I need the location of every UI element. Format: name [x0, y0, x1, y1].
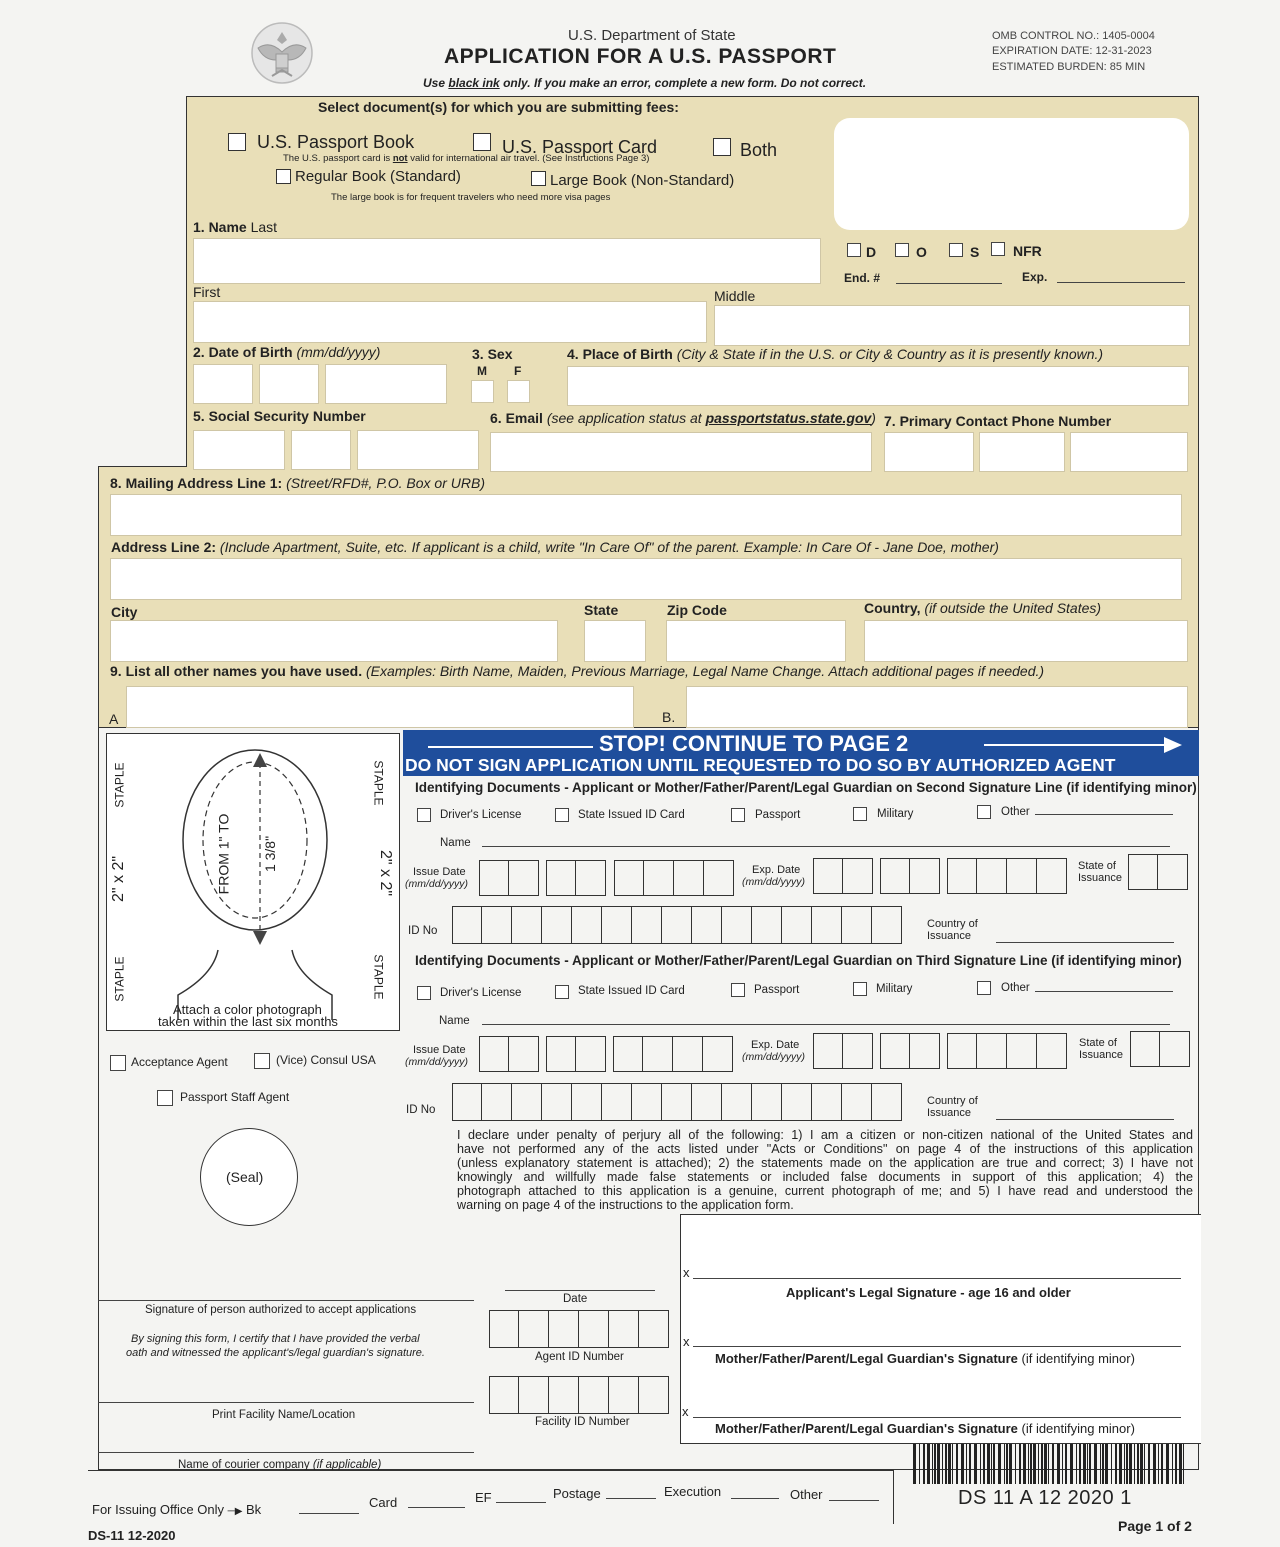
barcode-bar: [1057, 1444, 1060, 1484]
ident2-issue-date-format: (mm/dd/yyyy): [405, 1056, 468, 1068]
phone-prefix-input[interactable]: [979, 432, 1065, 472]
ident2-issue-date-day[interactable]: [546, 1036, 606, 1072]
barcode-bar: [1094, 1444, 1097, 1484]
barcode-bar: [1175, 1444, 1177, 1484]
ident2-passport-checkbox[interactable]: [731, 983, 745, 997]
facility-id-boxes[interactable]: [489, 1376, 669, 1414]
barcode-bar: [1153, 1444, 1156, 1484]
photo-head-outline: [170, 745, 340, 1020]
ident1-name-label: Name: [440, 837, 471, 849]
sex-f-label: F: [514, 364, 522, 378]
eagle-seal-icon: [248, 18, 316, 88]
photo-attach-line1: Attach a color photograph: [173, 1002, 322, 1017]
ident1-stateid-label: State Issued ID Card: [578, 809, 685, 821]
barcode-bar: [923, 1444, 925, 1484]
office-end-label: End. #: [844, 271, 881, 285]
ident2-issuance-label: Issuance: [1079, 1049, 1124, 1061]
acceptance-agent-checkbox[interactable]: [110, 1055, 126, 1071]
facility-id-label: Facility ID Number: [535, 1416, 630, 1428]
agent-id-boxes[interactable]: [489, 1310, 669, 1348]
ident1-military-label: Military: [877, 808, 914, 820]
other-name-a-label: A: [109, 711, 119, 727]
ident1-country-line[interactable]: [996, 942, 1174, 943]
dob-label: 2. Date of Birth (mm/dd/yyyy): [193, 344, 381, 360]
address2-input[interactable]: [110, 558, 1182, 600]
ident1-drivers-checkbox[interactable]: [417, 808, 431, 822]
photo-size-right: 2" x 2": [377, 849, 395, 897]
ident2-stateid-checkbox[interactable]: [555, 985, 569, 999]
ef-line[interactable]: [496, 1502, 546, 1503]
barcode-bar: [1041, 1444, 1043, 1484]
postage-line[interactable]: [606, 1498, 656, 1499]
barcode-bar: [1019, 1444, 1021, 1484]
passport-book-checkbox[interactable]: [228, 133, 246, 151]
ident2-name-label: Name: [439, 1015, 470, 1027]
other-line[interactable]: [829, 1500, 879, 1501]
department-name: U.S. Department of State: [568, 27, 736, 44]
barcode-bar: [1137, 1444, 1139, 1484]
barcode-bar: [998, 1444, 1001, 1484]
barcode-bar: [1006, 1444, 1008, 1484]
other-name-a-input[interactable]: [126, 686, 634, 728]
staple-bottom-right: STAPLE: [371, 954, 386, 1000]
barcode-bar: [945, 1444, 947, 1484]
pob-label: 4. Place of Birth (City & State if in the U.S. or City & Country as it is presently known.): [567, 346, 1104, 362]
barcode-bar: [993, 1444, 995, 1484]
ef-label: EF: [475, 1490, 492, 1505]
email-input[interactable]: [490, 432, 872, 472]
barcode-bar: [1089, 1444, 1091, 1484]
office-nfr-label: NFR: [1013, 243, 1042, 259]
barcode-bar: [937, 1444, 940, 1484]
ident-third-title: Identifying Documents - Applicant or Mother/Father/Parent/Legal Guardian on Third Signature Line (if identifying minor): [415, 953, 1182, 968]
ident1-drivers-label: Driver's License: [440, 809, 522, 821]
barcode-bar: [1009, 1444, 1012, 1484]
sex-label: 3. Sex: [472, 346, 513, 362]
declaration-text: I declare under penalty of perjury all of the following: 1) I am a citizen or non-citizen national of the United States and have not performed any of the acts listed under "Acts or Conditions" on page 4 of the instructions of this application (unless explanatory statement is attached); 2) the statements made on the application are true and correct; 3) I have not knowingly and willfully made false statements or included false documents in support of this application; 4) the photograph attached to this application is a genuine, current photograph of me; and 5) I have read and understood the warning on page 4 of the instructions to the application form.: [457, 1128, 1193, 1212]
address2-label: Address Line 2: (Include Apartment, Suite, etc. If applicant is a child, write "In Care Of" of the parent. Example: In Care Of - Jane Doe, mother): [111, 539, 999, 555]
barcode-bar: [991, 1444, 992, 1484]
ident1-stateid-checkbox[interactable]: [555, 808, 569, 822]
office-exp-label: Exp.: [1022, 270, 1048, 284]
barcode-bar: [1038, 1444, 1039, 1484]
ident1-exp-date-day[interactable]: [880, 858, 940, 894]
state-label: State: [584, 602, 619, 618]
ident1-id-no-label: ID No: [408, 925, 438, 937]
signature-box: [680, 1214, 1201, 1444]
date-label: Date: [563, 1293, 588, 1305]
issuing-office-label: For Issuing Office Only ─▶ Bk: [92, 1502, 262, 1517]
barcode-bar: [1083, 1444, 1086, 1484]
ident2-exp-date-day[interactable]: [880, 1033, 940, 1069]
regular-book-checkbox[interactable]: [276, 169, 291, 184]
state-input[interactable]: [584, 620, 646, 662]
page-number: Page 1 of 2: [1118, 1518, 1192, 1534]
guardian-signature-label-3: Mother/Father/Parent/Legal Guardian's Signature (if identifying minor): [715, 1421, 1135, 1436]
ident2-exp-date-format: (mm/dd/yyyy): [742, 1051, 805, 1063]
office-o-checkbox[interactable]: [895, 243, 909, 257]
ident2-military-checkbox[interactable]: [853, 982, 867, 996]
barcode-bar: [1065, 1444, 1067, 1484]
barcode-bar: [969, 1444, 971, 1484]
dob-day-input[interactable]: [259, 364, 319, 404]
ident2-other-label: Other: [1001, 982, 1030, 994]
barcode-bar: [1161, 1444, 1163, 1484]
photo-attach-line2: taken within the last six months: [158, 1014, 338, 1029]
ident2-military-label: Military: [876, 983, 913, 995]
office-exp-line: [1057, 282, 1185, 283]
sig3-x: x: [682, 1404, 689, 1419]
office-s-checkbox[interactable]: [949, 243, 963, 257]
barcode-bar: [1004, 1444, 1005, 1484]
address1-input[interactable]: [110, 494, 1182, 536]
barcode-icon: [913, 1444, 1189, 1484]
ident2-stateid-label: State Issued ID Card: [578, 985, 685, 997]
city-input[interactable]: [110, 620, 558, 662]
name-label: 1. Name Last: [193, 219, 278, 235]
ident2-drivers-label: Driver's License: [440, 987, 522, 999]
ident1-military-checkbox[interactable]: [853, 807, 867, 821]
ident2-name-line[interactable]: [482, 1024, 1170, 1025]
barcode-bar: [1062, 1444, 1063, 1484]
guardian-signature-line-2[interactable]: [693, 1346, 1181, 1347]
barcode-bar: [1166, 1444, 1169, 1484]
barcode-bar: [1134, 1444, 1135, 1484]
agent-id-label: Agent ID Number: [535, 1351, 624, 1363]
barcode-bar: [1119, 1444, 1122, 1484]
barcode-bar: [934, 1444, 936, 1484]
ident2-exp-date-month[interactable]: [813, 1033, 873, 1069]
staple-top-left: STAPLE: [112, 762, 127, 808]
barcode-bar: [1048, 1444, 1049, 1484]
sex-f-box[interactable]: [507, 380, 530, 403]
do-not-sign-warning: DO NOT SIGN APPLICATION UNTIL REQUESTED TO DO SO BY AUTHORIZED AGENT: [405, 755, 1116, 775]
ident1-exp-date-format: (mm/dd/yyyy): [742, 876, 805, 888]
barcode-text: DS 11 A 12 2020 1: [958, 1487, 1132, 1509]
staff-agent-checkbox[interactable]: [157, 1090, 173, 1106]
email-label: 6. Email (see application status at passportstatus.state.gov): [490, 410, 876, 426]
barcode-bar: [1102, 1444, 1104, 1484]
barcode-bar: [1148, 1444, 1150, 1484]
ident2-exp-date-label: Exp. Date: [751, 1039, 800, 1051]
ident2-country-line[interactable]: [996, 1119, 1174, 1120]
sex-m-label: M: [477, 364, 487, 378]
ident1-state-box[interactable]: [1128, 854, 1188, 890]
photo-size-left: 2" x 2": [110, 855, 128, 903]
barcode-bar: [1126, 1444, 1128, 1484]
ident2-passport-label: Passport: [754, 984, 800, 996]
middle-name-input[interactable]: [714, 305, 1190, 346]
consul-checkbox[interactable]: [254, 1053, 270, 1069]
barcode-bar: [1105, 1444, 1108, 1484]
ident1-id-no-boxes[interactable]: [452, 906, 902, 944]
ident1-exp-date-label: Exp. Date: [752, 864, 801, 876]
ident2-state-of-label: State of: [1079, 1037, 1117, 1049]
barcode-bar: [1076, 1444, 1077, 1484]
barcode-bar: [919, 1444, 920, 1484]
country-label: Country, (if outside the United States): [864, 600, 1102, 616]
large-book-label: Large Book (Non-Standard): [550, 172, 735, 189]
office-nfr-checkbox[interactable]: [991, 242, 1005, 256]
staple-bottom-left: STAPLE: [112, 956, 127, 1002]
barcode-bar: [1129, 1444, 1132, 1484]
sig2-x: x: [683, 1334, 690, 1349]
barcode-bar: [1115, 1444, 1117, 1484]
ident1-other-line: [1035, 814, 1173, 815]
barcode-bar: [1158, 1444, 1159, 1484]
sig1-x: x: [683, 1265, 690, 1280]
barcode-bar: [932, 1444, 933, 1484]
applicant-signature-label: Applicant's Legal Signature - age 16 and older: [786, 1285, 1071, 1300]
other-name-b-label: B.: [662, 709, 676, 725]
ident2-issue-date-year[interactable]: [613, 1036, 733, 1072]
consul-label: (Vice) Consul USA: [276, 1053, 376, 1067]
authorized-signature-label: Signature of person authorized to accept applications: [145, 1304, 417, 1316]
staff-agent-label: Passport Staff Agent: [180, 1090, 290, 1104]
guardian-signature-label-2: Mother/Father/Parent/Legal Guardian's Signature (if identifying minor): [715, 1351, 1135, 1366]
ink-instruction: Use black ink only. If you make an error, complete a new form. Do not correct.: [423, 76, 867, 90]
barcode-bar: [983, 1444, 985, 1484]
barcode-bar: [913, 1444, 916, 1484]
phone-label: 7. Primary Contact Phone Number: [884, 413, 1112, 429]
barcode-bar: [1183, 1444, 1184, 1484]
barcode-bar: [1100, 1444, 1101, 1484]
phone-line-input[interactable]: [1070, 432, 1188, 472]
card-label: Card: [369, 1495, 398, 1510]
other-names-label: 9. List all other names you have used. (Examples: Birth Name, Maiden, Previous Marriage, Legal Name Change. Attach additional pages if needed.): [110, 663, 1045, 679]
other-name-b-input[interactable]: [686, 686, 1188, 728]
card-line[interactable]: [408, 1507, 465, 1508]
ident2-other-checkbox[interactable]: [977, 981, 991, 995]
postage-label: Postage: [553, 1486, 601, 1501]
barcode-bar: [1172, 1444, 1173, 1484]
other-label: Other: [790, 1487, 823, 1502]
barcode-bar: [1033, 1444, 1036, 1484]
acceptance-agent-label: Acceptance Agent: [131, 1055, 228, 1069]
ident2-country-of-label: Country of: [927, 1095, 978, 1107]
barcode-bar: [927, 1444, 930, 1484]
arrow-right-icon: [984, 736, 1184, 754]
barcode-bar: [1124, 1444, 1125, 1484]
bk-line[interactable]: [299, 1513, 359, 1514]
large-book-note: The large book is for frequent travelers who need more visa pages: [331, 192, 611, 203]
barcode-bar: [974, 1444, 977, 1484]
ident1-exp-date-month[interactable]: [813, 858, 873, 894]
barcode-bar: [1079, 1444, 1081, 1484]
guardian-signature-line-3[interactable]: [693, 1417, 1181, 1418]
barcode-bar: [1179, 1444, 1182, 1484]
ssn-part2-input[interactable]: [291, 430, 351, 470]
barcode-bar: [966, 1444, 967, 1484]
country-input[interactable]: [864, 620, 1188, 662]
ident2-country-issuance-label: Issuance: [927, 1107, 972, 1119]
ssn-part1-input[interactable]: [193, 430, 285, 470]
ident1-passport-label: Passport: [755, 809, 801, 821]
dob-year-input[interactable]: [325, 364, 447, 404]
ident1-issue-date-label: Issue Date: [413, 866, 466, 878]
both-label: Both: [740, 140, 778, 160]
execution-line[interactable]: [731, 1498, 779, 1499]
middle-name-label: Middle: [714, 288, 756, 304]
ident2-issue-date-label: Issue Date: [413, 1044, 466, 1056]
ident2-id-no-boxes[interactable]: [452, 1083, 902, 1121]
office-o-label: O: [916, 244, 927, 260]
ssn-label: 5. Social Security Number: [193, 408, 366, 424]
banner-line-left: [428, 746, 593, 748]
certify-line1: By signing this form, I certify that I have provided the verbal: [131, 1333, 420, 1345]
seal-label: (Seal): [226, 1169, 264, 1185]
ssn-part3-input[interactable]: [357, 430, 479, 470]
first-name-label: First: [193, 284, 221, 300]
sex-m-box[interactable]: [471, 380, 494, 403]
ident1-issue-date-year[interactable]: [614, 860, 734, 896]
date-line[interactable]: [505, 1290, 655, 1291]
facility-name-label: Print Facility Name/Location: [212, 1409, 356, 1421]
office-use-box: [834, 118, 1189, 230]
first-name-input[interactable]: [193, 301, 707, 343]
ident-second-title: Identifying Documents - Applicant or Mother/Father/Parent/Legal Guardian on Second Signature Line (if identifying minor): [415, 780, 1197, 795]
barcode-bar: [948, 1444, 951, 1484]
office-d-checkbox[interactable]: [847, 243, 861, 257]
barcode-bar: [1140, 1444, 1143, 1484]
ident1-other-checkbox[interactable]: [977, 805, 991, 819]
ident2-other-line: [1035, 991, 1173, 992]
passport-book-label: U.S. Passport Book: [257, 132, 415, 152]
barcode-bar: [1015, 1444, 1016, 1484]
passport-card-checkbox[interactable]: [473, 133, 491, 151]
ident1-state-of-label: State of: [1078, 860, 1116, 872]
barcode-bar: [1070, 1444, 1073, 1484]
barcode-bar: [1023, 1444, 1026, 1484]
ident1-country-of-label: Country of: [927, 918, 978, 930]
estimated-burden: ESTIMATED BURDEN: 85 MIN: [992, 61, 1146, 73]
barcode-bar: [980, 1444, 981, 1484]
barcode-bar: [952, 1444, 953, 1484]
zip-label: Zip Code: [667, 602, 727, 618]
dob-month-input[interactable]: [193, 364, 253, 404]
ident1-issue-date-format: (mm/dd/yyyy): [405, 878, 468, 890]
city-label: City: [111, 604, 138, 620]
barcode-bar: [956, 1444, 958, 1484]
barcode-bar: [1052, 1444, 1054, 1484]
large-book-checkbox[interactable]: [531, 171, 546, 186]
barcode-bar: [987, 1444, 990, 1484]
barcode-bar: [1028, 1444, 1029, 1484]
ident1-other-label: Other: [1001, 806, 1030, 818]
barcode-bar: [1111, 1444, 1112, 1484]
courier-label: Name of courier company (if applicable): [178, 1459, 382, 1471]
ident2-id-no-label: ID No: [406, 1104, 436, 1116]
office-d-label: D: [866, 244, 877, 260]
ident2-issue-date-month[interactable]: [479, 1036, 539, 1072]
ident1-issuance-label: Issuance: [1078, 872, 1123, 884]
ident2-state-box[interactable]: [1130, 1031, 1190, 1067]
execution-label: Execution: [664, 1484, 722, 1499]
barcode-bar: [961, 1444, 964, 1484]
photo-size-to: 1 3/8": [262, 835, 279, 873]
barcode-bar: [1030, 1444, 1032, 1484]
applicant-signature-line[interactable]: [693, 1278, 1181, 1279]
address1-label: 8. Mailing Address Line 1: (Street/RFD#, P.O. Box or URB): [110, 475, 485, 491]
barcode-bar: [942, 1444, 943, 1484]
photo-size-from: FROM 1" TO: [215, 813, 232, 895]
form-title: APPLICATION FOR A U.S. PASSPORT: [444, 45, 837, 68]
barcode-bar: [1087, 1444, 1088, 1484]
form-id: DS-11 12-2020: [88, 1528, 176, 1543]
phone-area-input[interactable]: [884, 432, 974, 472]
ident2-drivers-checkbox[interactable]: [417, 986, 431, 1000]
panel-edge: [98, 466, 187, 467]
barcode-bar: [1144, 1444, 1145, 1484]
card-note: The U.S. passport card is not valid for international air travel. (See Instructions Page 3): [283, 153, 650, 164]
facility-name-line[interactable]: [98, 1402, 474, 1403]
ident1-issue-date-day[interactable]: [546, 860, 606, 896]
ident1-exp-date-year[interactable]: [947, 858, 1067, 894]
regular-book-label: Regular Book (Standard): [295, 168, 461, 185]
last-name-input[interactable]: [193, 238, 821, 284]
ident1-name-line[interactable]: [482, 846, 1170, 847]
zip-input[interactable]: [666, 620, 846, 662]
both-checkbox[interactable]: [713, 138, 731, 156]
ident1-country-issuance-label: Issuance: [927, 930, 972, 942]
courier-line[interactable]: [98, 1452, 474, 1453]
passport-card-label: U.S. Passport Card: [502, 137, 658, 157]
ident1-passport-checkbox[interactable]: [731, 808, 745, 822]
ident1-issue-date-month[interactable]: [479, 860, 539, 896]
barcode-bar: [1044, 1444, 1047, 1484]
pob-input[interactable]: [567, 366, 1189, 406]
staple-top-right: STAPLE: [371, 760, 386, 806]
document-select-prompt: Select document(s) for which you are submitting fees:: [318, 99, 679, 115]
certify-line2: oath and witnessed the applicant's/legal guardian's signature.: [126, 1347, 425, 1359]
stop-continue-text: STOP! CONTINUE TO PAGE 2: [599, 731, 909, 756]
expiration-date: EXPIRATION DATE: 12-31-2023: [992, 45, 1152, 57]
omb-control: OMB CONTROL NO.: 1405-0004: [992, 30, 1155, 42]
office-end-line: [896, 283, 1002, 284]
office-s-label: S: [970, 244, 980, 260]
ident2-exp-date-year[interactable]: [947, 1033, 1067, 1069]
authorized-signature-line[interactable]: [98, 1300, 474, 1301]
